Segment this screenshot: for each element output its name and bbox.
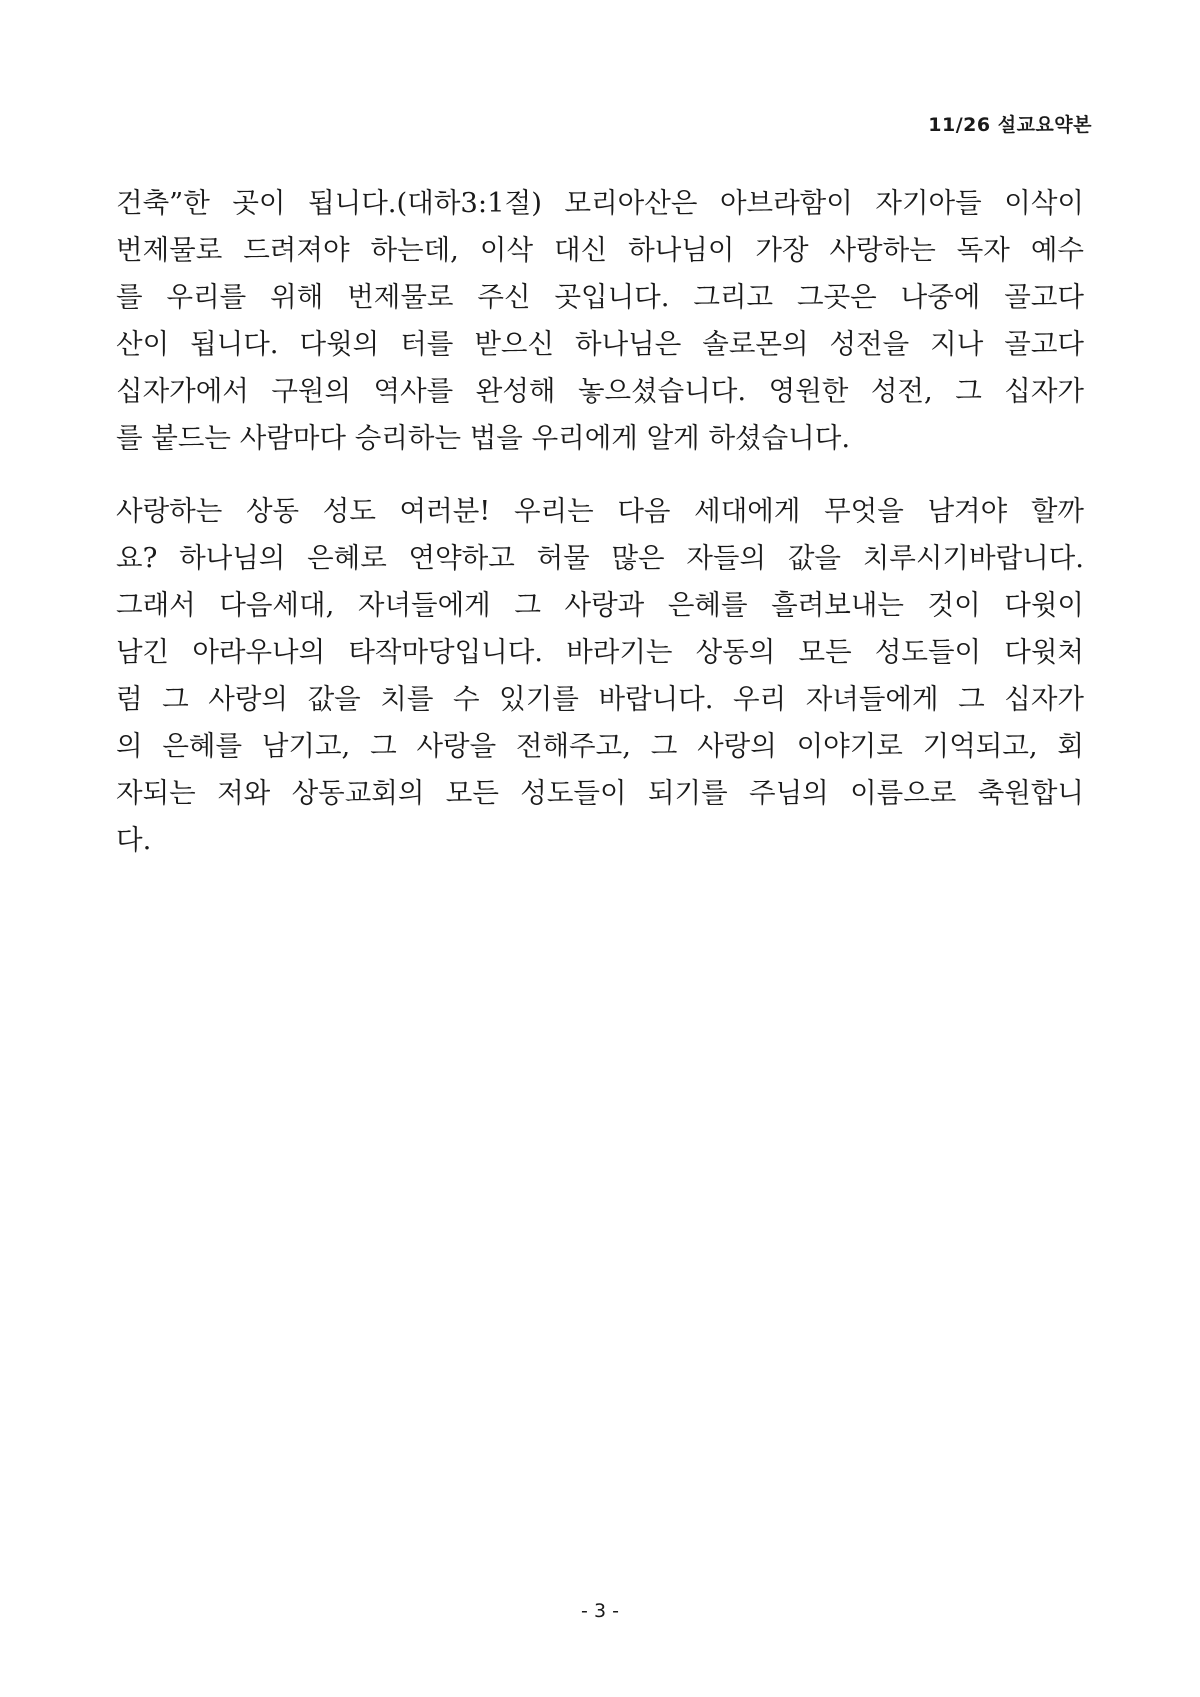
document-header-title: 11/26 설교요약본 xyxy=(928,114,1092,136)
text-line: 를 우리를 위해 번제물로 주신 곳입니다. 그리고 그곳은 나중에 골고다 xyxy=(116,281,1084,313)
text-line: 요? 하나님의 은혜로 연약하고 허물 많은 자들의 값을 치루시기바랍니다. xyxy=(116,542,1084,574)
text-line: 그래서 다음세대, 자녀들에게 그 사랑과 은혜를 흘려보내는 것이 다윗이 xyxy=(116,589,1084,621)
text-line: 를 붙드는 사람마다 승리하는 법을 우리에게 알게 하셨습니다. xyxy=(116,422,851,454)
text-line: 번제물로 드려져야 하는데, 이삭 대신 하나님이 가장 사랑하는 독자 예수 xyxy=(116,234,1084,266)
text-line: 다. xyxy=(116,824,152,856)
paragraph-spacer xyxy=(116,462,1084,488)
text-line: 럼 그 사랑의 값을 치를 수 있기를 바랍니다. 우리 자녀들에게 그 십자가 xyxy=(116,683,1084,715)
text-line: 십자가에서 구원의 역사를 완성해 놓으셨습니다. 영원한 성전, 그 십자가 xyxy=(116,375,1084,407)
text-line: 건축”한 곳이 됩니다.(대하3:1절) 모리아산은 아브라함이 자기아들 이삭이 xyxy=(116,187,1084,219)
sermon-body xyxy=(116,180,1084,864)
text-line: 산이 됩니다. 다윗의 터를 받으신 하나님은 솔로몬의 성전을 지나 골고다 xyxy=(116,328,1084,360)
text-line: 사랑하는 상동 성도 여러분! 우리는 다음 세대에게 무엇을 남겨야 할까 xyxy=(116,495,1084,527)
paragraph xyxy=(116,180,1084,462)
paragraph xyxy=(116,488,1084,864)
page-number: - 3 - xyxy=(581,1600,619,1622)
text-line: 의 은혜를 남기고, 그 사랑을 전해주고, 그 사랑의 이야기로 기억되고, 회 xyxy=(116,730,1084,762)
text-line: 남긴 아라우나의 타작마당입니다. 바라기는 상동의 모든 성도들이 다윗처 xyxy=(116,636,1084,668)
text-line: 자되는 저와 상동교회의 모든 성도들이 되기를 주님의 이름으로 축원합니 xyxy=(116,777,1084,809)
